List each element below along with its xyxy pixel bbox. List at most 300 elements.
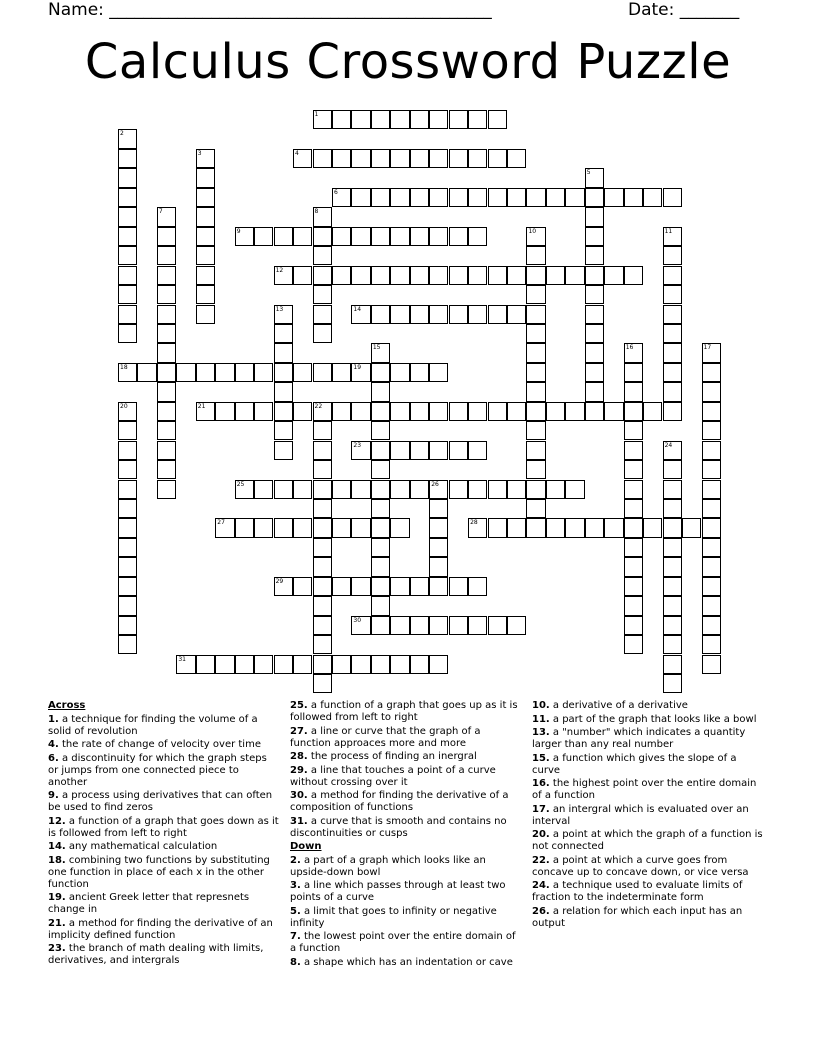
grid-cell[interactable]: [663, 538, 682, 557]
grid-cell[interactable]: [429, 402, 448, 421]
grid-cell[interactable]: [488, 480, 507, 499]
grid-cell[interactable]: [157, 266, 176, 285]
grid-cell[interactable]: [313, 538, 332, 557]
grid-cell[interactable]: [196, 266, 215, 285]
grid-cell[interactable]: [293, 363, 312, 382]
grid-cell[interactable]: [371, 441, 390, 460]
grid-cell[interactable]: [118, 460, 137, 479]
grid-cell[interactable]: [157, 421, 176, 440]
grid-cell[interactable]: [585, 324, 604, 343]
grid-cell[interactable]: [488, 110, 507, 129]
grid-cell[interactable]: [371, 460, 390, 479]
grid-cell[interactable]: [410, 227, 429, 246]
grid-cell[interactable]: [624, 460, 643, 479]
grid-cell[interactable]: [313, 596, 332, 615]
grid-cell[interactable]: [585, 168, 604, 187]
grid-cell[interactable]: [118, 441, 137, 460]
grid-cell[interactable]: [410, 616, 429, 635]
grid-cell[interactable]: [546, 266, 565, 285]
grid-cell[interactable]: [663, 557, 682, 576]
grid-cell[interactable]: [157, 227, 176, 246]
grid-cell[interactable]: [313, 421, 332, 440]
grid-cell[interactable]: [624, 421, 643, 440]
grid-cell[interactable]: [313, 655, 332, 674]
grid-cell[interactable]: [390, 363, 409, 382]
grid-cell[interactable]: [410, 577, 429, 596]
grid-cell[interactable]: [507, 188, 526, 207]
grid-cell[interactable]: [118, 129, 137, 148]
grid-cell[interactable]: [351, 227, 370, 246]
grid-cell[interactable]: [410, 110, 429, 129]
grid-cell[interactable]: [196, 207, 215, 226]
grid-cell[interactable]: [429, 188, 448, 207]
grid-cell[interactable]: [215, 518, 234, 537]
grid-cell[interactable]: [196, 188, 215, 207]
grid-cell[interactable]: [118, 246, 137, 265]
grid-cell[interactable]: [390, 577, 409, 596]
grid-cell[interactable]: [410, 149, 429, 168]
grid-cell[interactable]: [313, 324, 332, 343]
grid-cell[interactable]: [313, 149, 332, 168]
grid-cell[interactable]: [235, 480, 254, 499]
grid-cell[interactable]: [332, 480, 351, 499]
grid-cell[interactable]: [410, 266, 429, 285]
grid-cell[interactable]: [313, 441, 332, 460]
grid-cell[interactable]: [449, 480, 468, 499]
grid-cell[interactable]: [157, 324, 176, 343]
grid-cell[interactable]: [526, 518, 545, 537]
grid-cell[interactable]: [118, 577, 137, 596]
grid-cell[interactable]: [468, 441, 487, 460]
grid-cell[interactable]: [702, 382, 721, 401]
grid-cell[interactable]: [526, 402, 545, 421]
grid-cell[interactable]: [293, 577, 312, 596]
grid-cell[interactable]: [157, 441, 176, 460]
name-field-line[interactable]: Name: _____________________________________________: [48, 0, 492, 20]
grid-cell[interactable]: [157, 460, 176, 479]
grid-cell[interactable]: [351, 616, 370, 635]
grid-cell[interactable]: [371, 538, 390, 557]
grid-cell[interactable]: [351, 577, 370, 596]
grid-cell[interactable]: [390, 441, 409, 460]
grid-cell[interactable]: [313, 499, 332, 518]
grid-cell[interactable]: [624, 538, 643, 557]
grid-cell[interactable]: [351, 441, 370, 460]
grid-cell[interactable]: [332, 402, 351, 421]
grid-cell[interactable]: [390, 655, 409, 674]
grid-cell[interactable]: [507, 402, 526, 421]
grid-cell[interactable]: [702, 421, 721, 440]
grid-cell[interactable]: [429, 499, 448, 518]
grid-cell[interactable]: [118, 518, 137, 537]
grid-cell[interactable]: [565, 480, 584, 499]
grid-cell[interactable]: [702, 538, 721, 557]
grid-cell[interactable]: [643, 518, 662, 537]
grid-cell[interactable]: [157, 480, 176, 499]
grid-cell[interactable]: [254, 402, 273, 421]
grid-cell[interactable]: [118, 616, 137, 635]
grid-cell[interactable]: [507, 518, 526, 537]
grid-cell[interactable]: [468, 227, 487, 246]
grid-cell[interactable]: [702, 460, 721, 479]
grid-cell[interactable]: [371, 480, 390, 499]
grid-cell[interactable]: [371, 149, 390, 168]
grid-cell[interactable]: [118, 285, 137, 304]
grid-cell[interactable]: [468, 188, 487, 207]
grid-cell[interactable]: [196, 363, 215, 382]
grid-cell[interactable]: [410, 655, 429, 674]
grid-cell[interactable]: [526, 227, 545, 246]
grid-cell[interactable]: [235, 402, 254, 421]
grid-cell[interactable]: [274, 324, 293, 343]
grid-cell[interactable]: [371, 557, 390, 576]
grid-cell[interactable]: [118, 557, 137, 576]
grid-cell[interactable]: [526, 324, 545, 343]
grid-cell[interactable]: [526, 305, 545, 324]
grid-cell[interactable]: [293, 480, 312, 499]
grid-cell[interactable]: [585, 246, 604, 265]
grid-cell[interactable]: [429, 305, 448, 324]
grid-cell[interactable]: [429, 538, 448, 557]
grid-cell[interactable]: [585, 207, 604, 226]
grid-cell[interactable]: [235, 363, 254, 382]
grid-cell[interactable]: [624, 557, 643, 576]
grid-cell[interactable]: [585, 518, 604, 537]
grid-cell[interactable]: [274, 266, 293, 285]
grid-cell[interactable]: [663, 343, 682, 362]
grid-cell[interactable]: [313, 363, 332, 382]
grid-cell[interactable]: [663, 518, 682, 537]
grid-cell[interactable]: [118, 596, 137, 615]
grid-cell[interactable]: [702, 577, 721, 596]
grid-cell[interactable]: [118, 227, 137, 246]
grid-cell[interactable]: [507, 480, 526, 499]
grid-cell[interactable]: [488, 402, 507, 421]
grid-cell[interactable]: [429, 616, 448, 635]
grid-cell[interactable]: [429, 655, 448, 674]
grid-cell[interactable]: [274, 421, 293, 440]
grid-cell[interactable]: [488, 149, 507, 168]
grid-cell[interactable]: [274, 343, 293, 362]
grid-cell[interactable]: [702, 480, 721, 499]
grid-cell[interactable]: [663, 441, 682, 460]
grid-cell[interactable]: [118, 363, 137, 382]
grid-cell[interactable]: [196, 246, 215, 265]
grid-cell[interactable]: [507, 305, 526, 324]
grid-cell[interactable]: [313, 460, 332, 479]
grid-cell[interactable]: [157, 343, 176, 362]
grid-cell[interactable]: [351, 655, 370, 674]
grid-cell[interactable]: [371, 655, 390, 674]
grid-cell[interactable]: [293, 655, 312, 674]
grid-cell[interactable]: [663, 460, 682, 479]
grid-cell[interactable]: [526, 285, 545, 304]
grid-cell[interactable]: [313, 480, 332, 499]
grid-cell[interactable]: [371, 402, 390, 421]
grid-cell[interactable]: [624, 480, 643, 499]
date-field-line[interactable]: Date: _______: [628, 0, 740, 20]
grid-cell[interactable]: [624, 402, 643, 421]
grid-cell[interactable]: [410, 441, 429, 460]
grid-cell[interactable]: [468, 480, 487, 499]
grid-cell[interactable]: [196, 305, 215, 324]
grid-cell[interactable]: [274, 577, 293, 596]
grid-cell[interactable]: [410, 402, 429, 421]
grid-cell[interactable]: [351, 188, 370, 207]
grid-cell[interactable]: [702, 655, 721, 674]
grid-cell[interactable]: [468, 518, 487, 537]
grid-cell[interactable]: [682, 518, 701, 537]
grid-cell[interactable]: [390, 518, 409, 537]
grid-cell[interactable]: [488, 518, 507, 537]
grid-cell[interactable]: [351, 149, 370, 168]
grid-cell[interactable]: [702, 441, 721, 460]
grid-cell[interactable]: [624, 499, 643, 518]
grid-cell[interactable]: [371, 577, 390, 596]
grid-cell[interactable]: [663, 285, 682, 304]
grid-cell[interactable]: [449, 266, 468, 285]
grid-cell[interactable]: [449, 616, 468, 635]
grid-cell[interactable]: [351, 402, 370, 421]
grid-cell[interactable]: [371, 343, 390, 362]
grid-cell[interactable]: [663, 655, 682, 674]
grid-cell[interactable]: [585, 285, 604, 304]
grid-cell[interactable]: [118, 168, 137, 187]
grid-cell[interactable]: [332, 655, 351, 674]
grid-cell[interactable]: [371, 110, 390, 129]
grid-cell[interactable]: [157, 207, 176, 226]
grid-cell[interactable]: [390, 480, 409, 499]
grid-cell[interactable]: [274, 305, 293, 324]
grid-cell[interactable]: [585, 227, 604, 246]
grid-cell[interactable]: [663, 577, 682, 596]
grid-cell[interactable]: [371, 596, 390, 615]
grid-cell[interactable]: [293, 266, 312, 285]
grid-cell[interactable]: [313, 227, 332, 246]
grid-cell[interactable]: [488, 188, 507, 207]
grid-cell[interactable]: [157, 363, 176, 382]
grid-cell[interactable]: [274, 227, 293, 246]
grid-cell[interactable]: [274, 382, 293, 401]
grid-cell[interactable]: [565, 518, 584, 537]
grid-cell[interactable]: [313, 207, 332, 226]
grid-cell[interactable]: [196, 285, 215, 304]
grid-cell[interactable]: [313, 577, 332, 596]
grid-cell[interactable]: [624, 266, 643, 285]
grid-cell[interactable]: [429, 557, 448, 576]
grid-cell[interactable]: [293, 227, 312, 246]
grid-cell[interactable]: [429, 480, 448, 499]
grid-cell[interactable]: [526, 421, 545, 440]
grid-cell[interactable]: [371, 227, 390, 246]
grid-cell[interactable]: [332, 227, 351, 246]
grid-cell[interactable]: [702, 557, 721, 576]
grid-cell[interactable]: [390, 616, 409, 635]
grid-cell[interactable]: [526, 188, 545, 207]
grid-cell[interactable]: [313, 110, 332, 129]
grid-cell[interactable]: [468, 266, 487, 285]
grid-cell[interactable]: [663, 635, 682, 654]
grid-cell[interactable]: [449, 577, 468, 596]
grid-cell[interactable]: [546, 402, 565, 421]
grid-cell[interactable]: [663, 382, 682, 401]
grid-cell[interactable]: [157, 382, 176, 401]
grid-cell[interactable]: [313, 635, 332, 654]
grid-cell[interactable]: [137, 363, 156, 382]
grid-cell[interactable]: [254, 518, 273, 537]
grid-cell[interactable]: [526, 246, 545, 265]
grid-cell[interactable]: [118, 480, 137, 499]
grid-cell[interactable]: [429, 577, 448, 596]
grid-cell[interactable]: [702, 596, 721, 615]
grid-cell[interactable]: [157, 246, 176, 265]
grid-cell[interactable]: [196, 168, 215, 187]
grid-cell[interactable]: [390, 402, 409, 421]
grid-cell[interactable]: [702, 343, 721, 362]
grid-cell[interactable]: [176, 363, 195, 382]
grid-cell[interactable]: [429, 227, 448, 246]
grid-cell[interactable]: [274, 402, 293, 421]
grid-cell[interactable]: [624, 635, 643, 654]
grid-cell[interactable]: [468, 402, 487, 421]
grid-cell[interactable]: [254, 480, 273, 499]
grid-cell[interactable]: [390, 188, 409, 207]
grid-cell[interactable]: [565, 188, 584, 207]
grid-cell[interactable]: [274, 518, 293, 537]
grid-cell[interactable]: [702, 635, 721, 654]
grid-cell[interactable]: [371, 499, 390, 518]
grid-cell[interactable]: [429, 266, 448, 285]
grid-cell[interactable]: [274, 480, 293, 499]
grid-cell[interactable]: [313, 266, 332, 285]
grid-cell[interactable]: [118, 207, 137, 226]
grid-cell[interactable]: [702, 616, 721, 635]
grid-cell[interactable]: [176, 655, 195, 674]
grid-cell[interactable]: [293, 149, 312, 168]
grid-cell[interactable]: [235, 227, 254, 246]
grid-cell[interactable]: [643, 402, 662, 421]
grid-cell[interactable]: [488, 266, 507, 285]
grid-cell[interactable]: [624, 518, 643, 537]
grid-cell[interactable]: [293, 518, 312, 537]
grid-cell[interactable]: [118, 266, 137, 285]
grid-cell[interactable]: [235, 518, 254, 537]
grid-cell[interactable]: [449, 227, 468, 246]
grid-cell[interactable]: [254, 363, 273, 382]
grid-cell[interactable]: [313, 246, 332, 265]
grid-cell[interactable]: [118, 635, 137, 654]
grid-cell[interactable]: [604, 188, 623, 207]
grid-cell[interactable]: [351, 110, 370, 129]
grid-cell[interactable]: [429, 518, 448, 537]
grid-cell[interactable]: [390, 149, 409, 168]
grid-cell[interactable]: [604, 266, 623, 285]
grid-cell[interactable]: [196, 227, 215, 246]
grid-cell[interactable]: [118, 324, 137, 343]
grid-cell[interactable]: [371, 266, 390, 285]
grid-cell[interactable]: [526, 343, 545, 362]
grid-cell[interactable]: [429, 110, 448, 129]
grid-cell[interactable]: [449, 110, 468, 129]
grid-cell[interactable]: [663, 616, 682, 635]
grid-cell[interactable]: [624, 596, 643, 615]
grid-cell[interactable]: [468, 149, 487, 168]
grid-cell[interactable]: [410, 305, 429, 324]
grid-cell[interactable]: [526, 460, 545, 479]
grid-cell[interactable]: [429, 363, 448, 382]
grid-cell[interactable]: [526, 441, 545, 460]
grid-cell[interactable]: [624, 616, 643, 635]
grid-cell[interactable]: [624, 188, 643, 207]
grid-cell[interactable]: [565, 402, 584, 421]
grid-cell[interactable]: [118, 188, 137, 207]
grid-cell[interactable]: [585, 343, 604, 362]
grid-cell[interactable]: [468, 110, 487, 129]
grid-cell[interactable]: [702, 518, 721, 537]
grid-cell[interactable]: [663, 324, 682, 343]
grid-cell[interactable]: [585, 363, 604, 382]
grid-cell[interactable]: [663, 227, 682, 246]
grid-cell[interactable]: [390, 227, 409, 246]
grid-cell[interactable]: [702, 363, 721, 382]
grid-cell[interactable]: [313, 285, 332, 304]
grid-cell[interactable]: [332, 188, 351, 207]
grid-cell[interactable]: [351, 363, 370, 382]
grid-cell[interactable]: [390, 266, 409, 285]
grid-cell[interactable]: [215, 402, 234, 421]
grid-cell[interactable]: [371, 421, 390, 440]
grid-cell[interactable]: [313, 674, 332, 693]
grid-cell[interactable]: [526, 363, 545, 382]
grid-cell[interactable]: [235, 655, 254, 674]
grid-cell[interactable]: [390, 305, 409, 324]
grid-cell[interactable]: [546, 518, 565, 537]
grid-cell[interactable]: [526, 382, 545, 401]
grid-cell[interactable]: [274, 441, 293, 460]
grid-cell[interactable]: [118, 402, 137, 421]
grid-cell[interactable]: [468, 616, 487, 635]
grid-cell[interactable]: [215, 363, 234, 382]
grid-cell[interactable]: [351, 305, 370, 324]
grid-cell[interactable]: [468, 305, 487, 324]
grid-cell[interactable]: [313, 518, 332, 537]
grid-cell[interactable]: [157, 305, 176, 324]
grid-cell[interactable]: [351, 480, 370, 499]
grid-cell[interactable]: [526, 499, 545, 518]
grid-cell[interactable]: [604, 518, 623, 537]
grid-cell[interactable]: [157, 402, 176, 421]
grid-cell[interactable]: [526, 266, 545, 285]
grid-cell[interactable]: [585, 382, 604, 401]
grid-cell[interactable]: [702, 499, 721, 518]
grid-cell[interactable]: [215, 655, 234, 674]
grid-cell[interactable]: [371, 518, 390, 537]
grid-cell[interactable]: [624, 577, 643, 596]
grid-cell[interactable]: [663, 305, 682, 324]
grid-cell[interactable]: [449, 149, 468, 168]
grid-cell[interactable]: [488, 616, 507, 635]
grid-cell[interactable]: [332, 577, 351, 596]
grid-cell[interactable]: [624, 343, 643, 362]
grid-cell[interactable]: [118, 421, 137, 440]
grid-cell[interactable]: [118, 499, 137, 518]
grid-cell[interactable]: [274, 655, 293, 674]
grid-cell[interactable]: [332, 363, 351, 382]
grid-cell[interactable]: [663, 499, 682, 518]
grid-cell[interactable]: [449, 402, 468, 421]
grid-cell[interactable]: [390, 110, 409, 129]
grid-cell[interactable]: [624, 441, 643, 460]
